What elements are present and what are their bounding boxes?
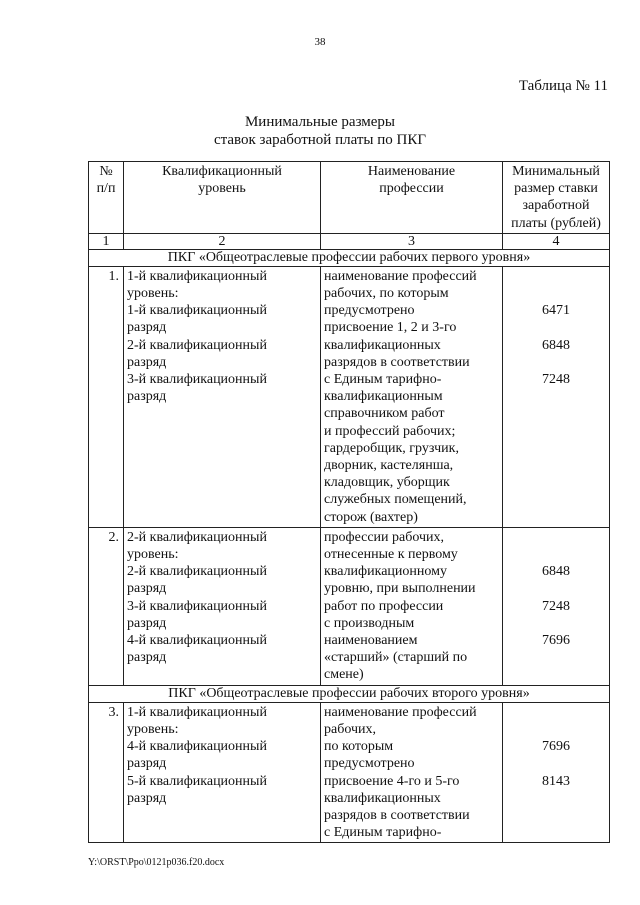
cell-line: предусмотрено [324,303,415,319]
section-heading: ПКГ «Общеотраслевые профессии рабочих первого уровня» [89,249,610,266]
rate-value: 6848 [542,337,570,353]
rate-cell [503,527,610,685]
cell-line: кладовщик, уборщик [324,475,450,491]
section-heading: ПКГ «Общеотраслевые профессии рабочих второго уровня» [89,685,610,702]
header-text: уровень [198,181,246,197]
cell-line: разряд [127,320,167,336]
cell-line: работ по профессии [324,598,444,614]
cell-line: 2-й квалификационный [127,529,267,545]
cell-line: уровню, при выполнении [324,581,476,597]
table-row [89,266,610,527]
cell-line: разряд [127,389,167,405]
blank-line [506,580,606,597]
table-row [89,702,610,843]
cell-line: наименование профессий [324,704,477,720]
header-profession [321,162,503,234]
profession-cell [321,702,503,843]
cell-line: уровень: [127,547,179,563]
cell-line: справочником работ [324,406,445,422]
level-cell [124,702,321,843]
cell-line: и профессий рабочих; [324,423,456,439]
cell-line: разряд [127,354,167,370]
cell-line: гардеробщик, грузчик, [324,440,459,456]
cell-line: рабочих, [324,721,377,737]
cell-line: 3-й квалификационный [127,372,267,388]
row-number: 1. [89,266,124,527]
cell-line: квалификационным [324,389,443,405]
cell-line: квалификационных [324,790,441,806]
rate-value: 7696 [542,633,570,649]
profession-cell [321,527,503,685]
cell-line: с Единым тарифно- [324,825,442,841]
section-row [89,249,610,266]
header-num [89,162,124,234]
header-text: размер ставки [514,181,598,197]
cell-line: разрядов в соответствии [324,354,470,370]
rate-value: 7248 [542,372,570,388]
level-cell [124,527,321,685]
blank-line [506,354,606,371]
cell-line: разряд [127,790,167,806]
level-cell [124,266,321,527]
header-text: платы (рублей) [511,215,601,231]
rate-value: 8143 [542,773,570,789]
rate-cell [503,266,610,527]
header-text: профессии [379,181,444,197]
cell-line: с производным [324,615,415,631]
blank-line [506,529,606,546]
blank-line [506,704,606,721]
cell-line: смене) [324,667,364,683]
page-number: 38 [314,36,326,48]
cell-line: 1-й квалификационный [127,704,267,720]
section-row [89,685,610,702]
cell-line: квалификационных [324,337,441,353]
blank-line [506,546,606,563]
blank-line [506,721,606,738]
col-number: 4 [503,233,610,249]
cell-line: отнесенные к первому [324,547,458,563]
cell-line: 4-й квалификационный [127,633,267,649]
rate-value: 6471 [542,303,570,319]
column-number-row [89,233,610,249]
blank-line [506,615,606,632]
cell-line: рабочих, по которым [324,286,449,302]
header-row [89,162,610,234]
cell-line: 4-й квалификационный [127,739,267,755]
rate-value: 7696 [542,739,570,755]
header-level [124,162,321,234]
blank-line [506,755,606,772]
header-text: п/п [96,181,116,197]
cell-line: квалификационному [324,564,447,580]
col-number: 3 [321,233,503,249]
cell-line: уровень: [127,286,179,302]
blank-line [506,319,606,336]
row-number: 3. [89,702,124,843]
cell-line: разряд [127,756,167,772]
wage-table [88,161,610,843]
profession-cell [321,266,503,527]
rate-value: 7248 [542,598,570,614]
table-row [89,527,610,685]
cell-line: 5-й квалификационный [127,773,267,789]
col-number: 1 [89,233,124,249]
blank-line [506,285,606,302]
cell-line: 3-й квалификационный [127,598,267,614]
table-label: Таблица № 11 [518,78,608,94]
col-number: 2 [124,233,321,249]
table-title [0,113,640,149]
file-path-footer: Y:\ORST\Ppo\0121p036.f20.docx [88,857,225,868]
cell-line: предусмотрено [324,756,415,772]
cell-line: с Единым тарифно- [324,372,442,388]
cell-line: служебных помещений, [324,492,467,508]
cell-line: наименованием [324,633,418,649]
cell-line: 2-й квалификационный [127,337,267,353]
cell-line: разряд [127,581,167,597]
title-line: ставок заработной платы по ПКГ [213,132,427,148]
cell-line: 2-й квалификационный [127,564,267,580]
blank-line [506,268,606,285]
cell-line: уровень: [127,721,179,737]
header-text: Квалификационный [162,164,282,179]
cell-line: наименование профессий [324,268,477,284]
header-rate [503,162,610,234]
cell-line: 1-й квалификационный [127,268,267,284]
rate-value: 6848 [542,564,570,580]
cell-line: разряд [127,650,167,666]
title-line: Минимальные размеры [244,114,396,130]
cell-line: разряд [127,615,167,631]
cell-line: сторож (вахтер) [324,509,418,525]
rate-cell [503,702,610,843]
header-text: Наименование [367,164,456,179]
header-text: № [99,164,113,179]
cell-line: дворник, кастелянша, [324,458,454,474]
cell-line: по которым [324,739,394,755]
cell-line: присвоение 1, 2 и 3-го [324,320,457,336]
cell-line: профессии рабочих, [324,529,445,545]
cell-line: «старший» (старший по [324,650,468,666]
row-number: 2. [89,527,124,685]
cell-line: присвоение 4-го и 5-го [324,773,460,789]
cell-line: 1-й квалификационный [127,303,267,319]
header-text: заработной [522,198,590,214]
cell-line: разрядов в соответствии [324,807,470,823]
header-text: Минимальный [512,164,600,179]
